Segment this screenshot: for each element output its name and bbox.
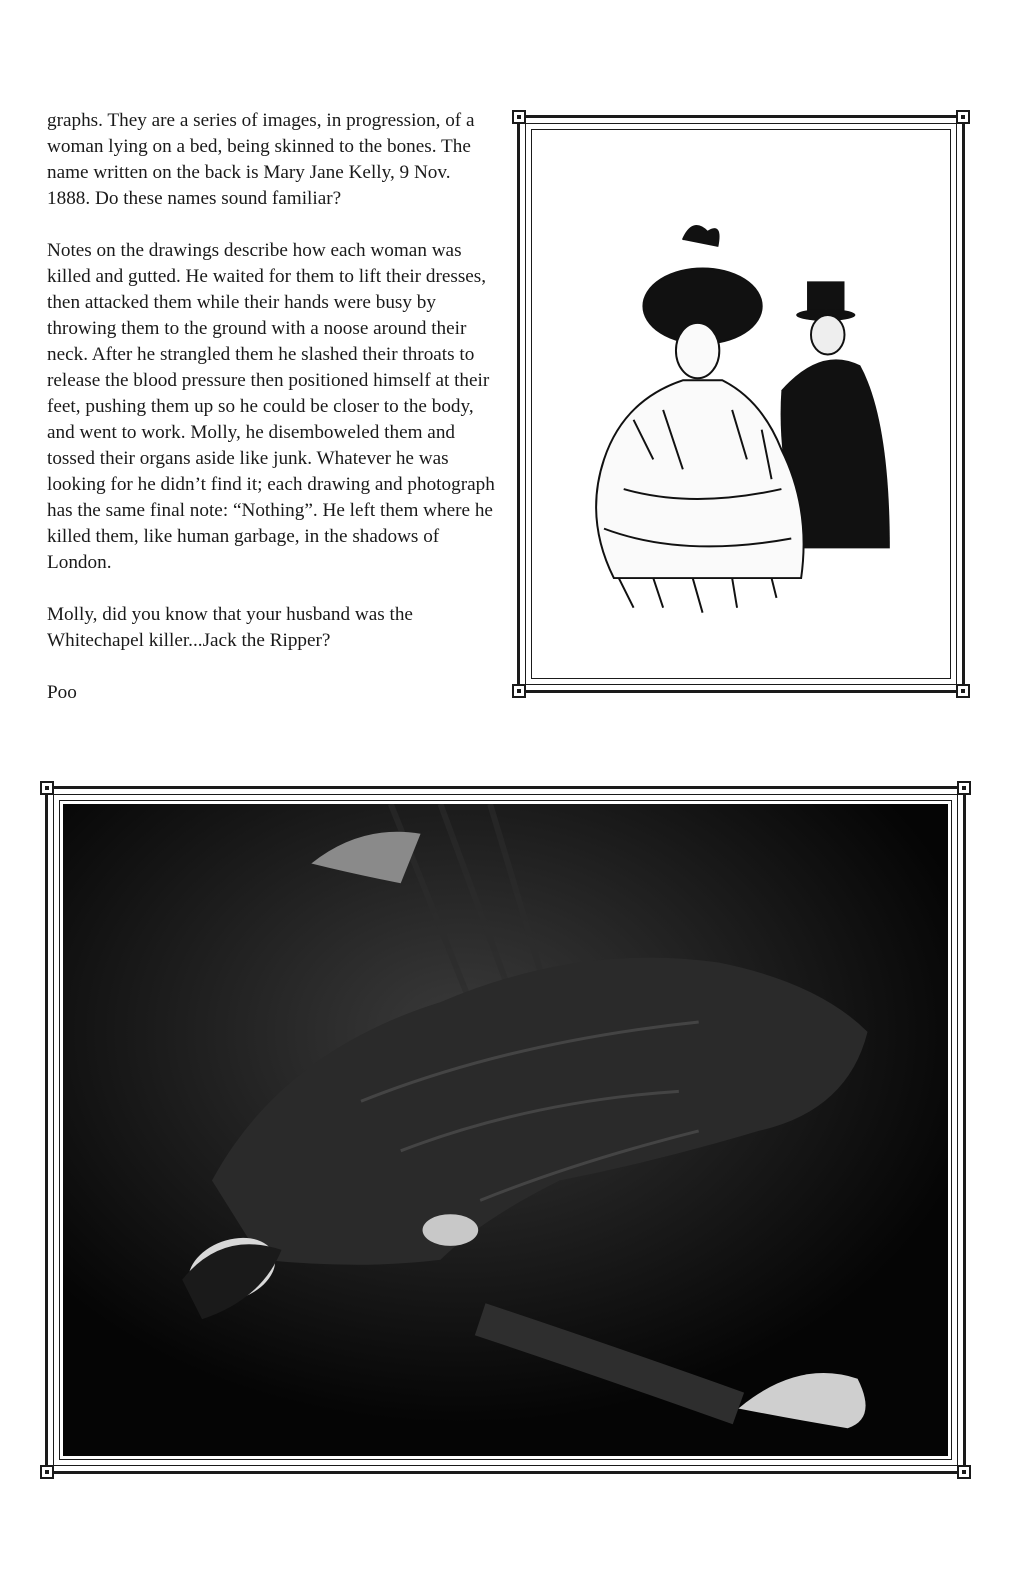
dark-dress xyxy=(212,958,868,1265)
frame-corner-ornament xyxy=(957,1465,971,1479)
paragraph-2: Notes on the drawings describe how each woman was killed and gutted. He waited for them to lift their dresses, then attacked them while their hands were busy by throwing them to the ground with a noose around their neck. After he strangled them he slashed their throats to release the blood pressure then positioned himself at their feet, pushing them up so he could be closer to the body, and went to work. Molly, he disemboweled them and tossed their organs aside like junk. Whatever he was looking for he didn’t find it; each drawing and photograph has the same final note: “Nothing”. He left them where he killed them, like human garbage, in the shadows of London. xyxy=(47,240,495,573)
frame-corner-ornament xyxy=(512,110,526,124)
body-text xyxy=(47,108,497,732)
pale-face xyxy=(180,1227,284,1313)
floating-cloth xyxy=(311,832,420,884)
lady-figure xyxy=(596,226,803,613)
frame-corner-ornament xyxy=(956,110,970,124)
frame-corner-ornament xyxy=(957,781,971,795)
frame-corner-ornament xyxy=(512,684,526,698)
victorian-couple-illustration-frame xyxy=(517,115,965,693)
signature: Poo xyxy=(47,682,77,703)
gentleman-figure xyxy=(781,281,890,548)
frame-corner-ornament xyxy=(40,781,54,795)
victorian-couple-illustration xyxy=(535,133,947,675)
paragraph-3: Molly, did you know that your husband was the Whitechapel killer...Jack the Ripper? xyxy=(47,604,413,651)
paragraph-1: graphs. They are a series of images, in progression, of a woman lying on a bed, being skinned to the bones. The name written on the back is Mary Jane Kelly, 9 Nov. 1888. Do these names sound familiar? xyxy=(47,110,475,209)
reclining-woman-painting xyxy=(63,804,948,1456)
frame-corner-ornament xyxy=(40,1465,54,1479)
glove xyxy=(738,1373,865,1428)
frame-corner-ornament xyxy=(956,684,970,698)
hand xyxy=(423,1214,479,1246)
reclining-woman-painting-frame xyxy=(45,786,966,1474)
light-rays xyxy=(391,804,550,1002)
